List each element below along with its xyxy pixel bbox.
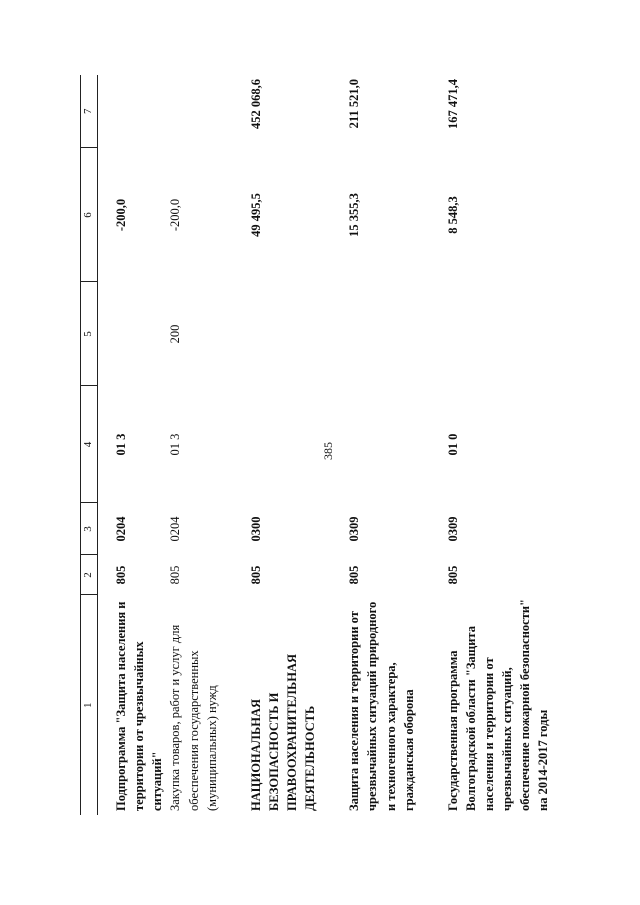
row-c4 (221, 386, 320, 503)
row-c7: 211 521,0 (347, 79, 362, 129)
header-row (81, 75, 98, 815)
row-c4: 01 3 (168, 433, 183, 456)
row-c2: 805 (248, 565, 263, 585)
table-row (166, 75, 220, 815)
row-c7: 167 471,4 (445, 79, 460, 129)
header-cell-3: 3 (81, 503, 98, 555)
header-cell-2: 2 (81, 555, 98, 595)
row-name: Закупка товаров, работ и услуг для обеспечения государственных (муниципальных) нужд (168, 624, 219, 811)
row-c3: 0300 (248, 516, 263, 542)
table-wrap (80, 75, 551, 815)
row-name: Защита населения и территории от чрезвычайных ситуаций природного и техногенного характера, гражданская оборона (347, 601, 416, 811)
header-cell-1: 1 (81, 595, 98, 815)
header-cell-5: 5 (81, 282, 98, 386)
row-c5 (319, 282, 418, 386)
row-name: Подпрограмма "Защита населения и территории от чрезвычайных ситуаций" (114, 601, 165, 811)
table-row (418, 75, 553, 815)
row-c3: 0204 (168, 516, 183, 542)
row-c7: 452 068,6 (248, 79, 263, 129)
row-name: Государственная программа Волгоградской области "Защита населения и территории от чрезвычайных ситуаций, обеспечение пожарной безопасности" на 2014-2017 годы (445, 599, 551, 811)
row-c5 (98, 282, 167, 386)
row-c7 (166, 75, 220, 148)
row-c6: -200,0 (114, 198, 128, 232)
row-c2: 805 (347, 565, 362, 585)
table-row (221, 75, 320, 815)
row-c3: 0309 (445, 516, 460, 542)
row-c2: 805 (445, 565, 460, 585)
table-row (98, 75, 167, 815)
row-c5: 200 (168, 324, 183, 344)
row-c2: 805 (168, 565, 183, 585)
row-c6: 8 548,3 (445, 196, 460, 234)
header-cell-4: 4 (81, 386, 98, 503)
row-c4: 01 3 (114, 433, 128, 456)
row-c2: 805 (114, 565, 128, 585)
row-c5 (418, 282, 553, 386)
row-name: НАЦИОНАЛЬНАЯ БЕЗОПАСНОСТЬ И ПРАВООХРАНИТЕЛЬНАЯ ДЕЯТЕЛЬНОСТЬ (248, 654, 318, 811)
header-cell-7: 7 (81, 75, 98, 148)
table-row (319, 75, 418, 815)
row-c5 (221, 282, 320, 386)
row-c6: 49 495,5 (248, 193, 263, 237)
row-c3: 0309 (347, 516, 362, 542)
row-c4: 01 0 (445, 433, 460, 456)
page-number: 385 (321, 442, 335, 460)
header-cell-6: 6 (81, 148, 98, 282)
row-c7 (98, 75, 167, 148)
row-c4 (319, 386, 418, 503)
row-c3: 0204 (114, 516, 128, 542)
row-c6: 15 355,3 (347, 193, 362, 237)
budget-table (80, 75, 553, 815)
row-c6: -200,0 (168, 198, 183, 232)
